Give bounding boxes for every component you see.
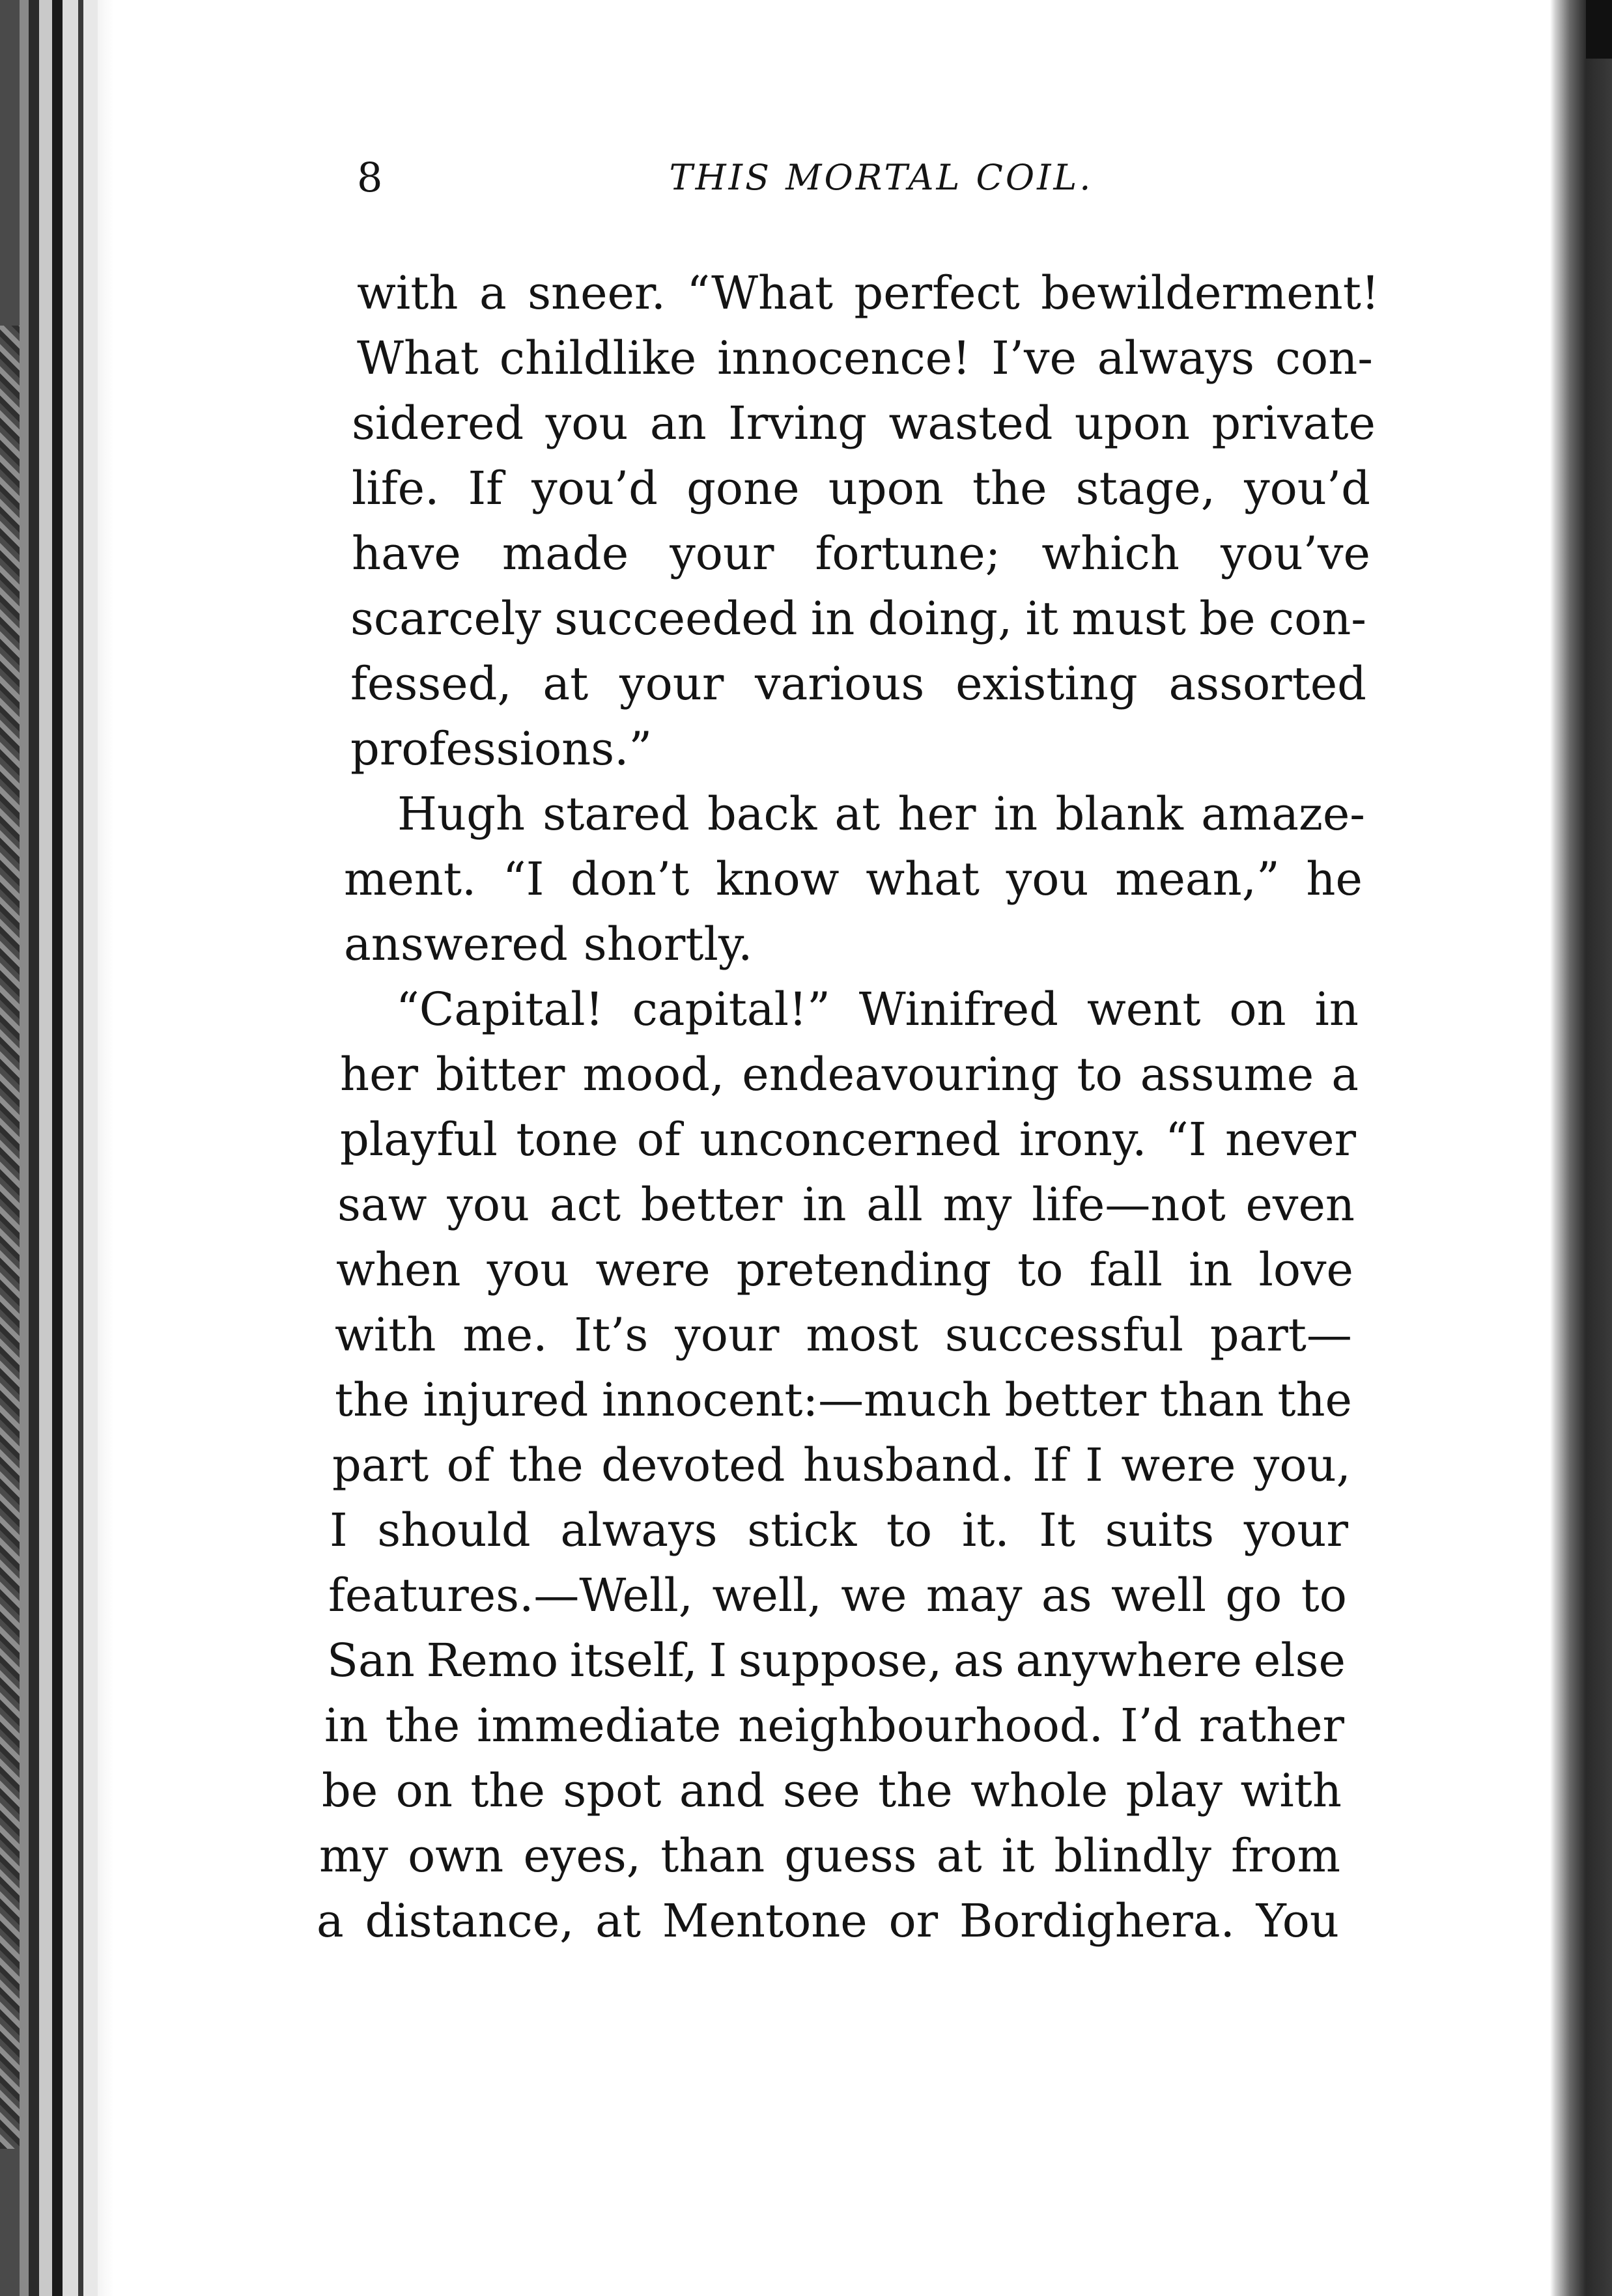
running-head	[357, 148, 1106, 207]
text-line: saw you act better in all my life—not even	[337, 1178, 1355, 1231]
text-line: scarcely succeeded in doing, it must be con-	[350, 592, 1366, 645]
text-line: her bitter mood, endeavouring to assume a	[340, 1048, 1359, 1101]
running-title: THIS MORTAL COIL.	[669, 157, 1094, 198]
text-line: “Capital! capital!” Winifred went on in	[396, 983, 1359, 1036]
book-binding-edge	[0, 0, 114, 2296]
text-line: answered shortly.	[344, 917, 753, 971]
text-line: the injured innocent:—much better than the	[335, 1373, 1352, 1427]
page-number: 8	[357, 154, 383, 201]
text-line: Hugh stared back at her in blank amaze-	[397, 787, 1365, 841]
text-line: part of the devoted husband. If I were you,	[332, 1438, 1351, 1492]
text-line: with a sneer. “What perfect bewilderment!	[357, 266, 1379, 320]
page-corner-shadow	[1586, 0, 1612, 59]
page-right-edge-shadow	[1550, 0, 1612, 2296]
text-line: sidered you an Irving wasted upon private	[352, 397, 1376, 450]
text-line: be on the spot and see the whole play with	[322, 1764, 1342, 1817]
text-line: professions.”	[350, 722, 653, 776]
text-line: features.—Well, well, we may as well go to	[328, 1569, 1347, 1622]
text-line: when you were pretending to fall in love	[336, 1243, 1353, 1296]
binding-pattern	[0, 326, 20, 2149]
text-line: with me. It’s your most successful part—	[335, 1308, 1352, 1362]
text-line: playful tone of unconcerned irony. “I never	[340, 1113, 1356, 1166]
text-line: in the immediate neighbourhood. I’d rather	[324, 1699, 1344, 1752]
text-line: San Remo itself, I suppose, as anywhere else	[327, 1634, 1346, 1687]
text-line: I should always stick to it. It suits your	[330, 1504, 1348, 1557]
text-line: What childlike innocence! I’ve always con-	[357, 331, 1373, 385]
text-line: a distance, at Mentone or Bordighera. You	[317, 1894, 1339, 1948]
text-line: ment. “I don’t know what you mean,” he	[344, 852, 1363, 906]
text-line: life. If you’d gone upon the stage, you’d	[352, 462, 1370, 515]
text-line: my own eyes, than guess at it blindly from	[319, 1829, 1340, 1883]
text-line: fessed, at your various existing assorted	[350, 657, 1366, 710]
text-line: have made your fortune; which you’ve	[352, 527, 1370, 580]
